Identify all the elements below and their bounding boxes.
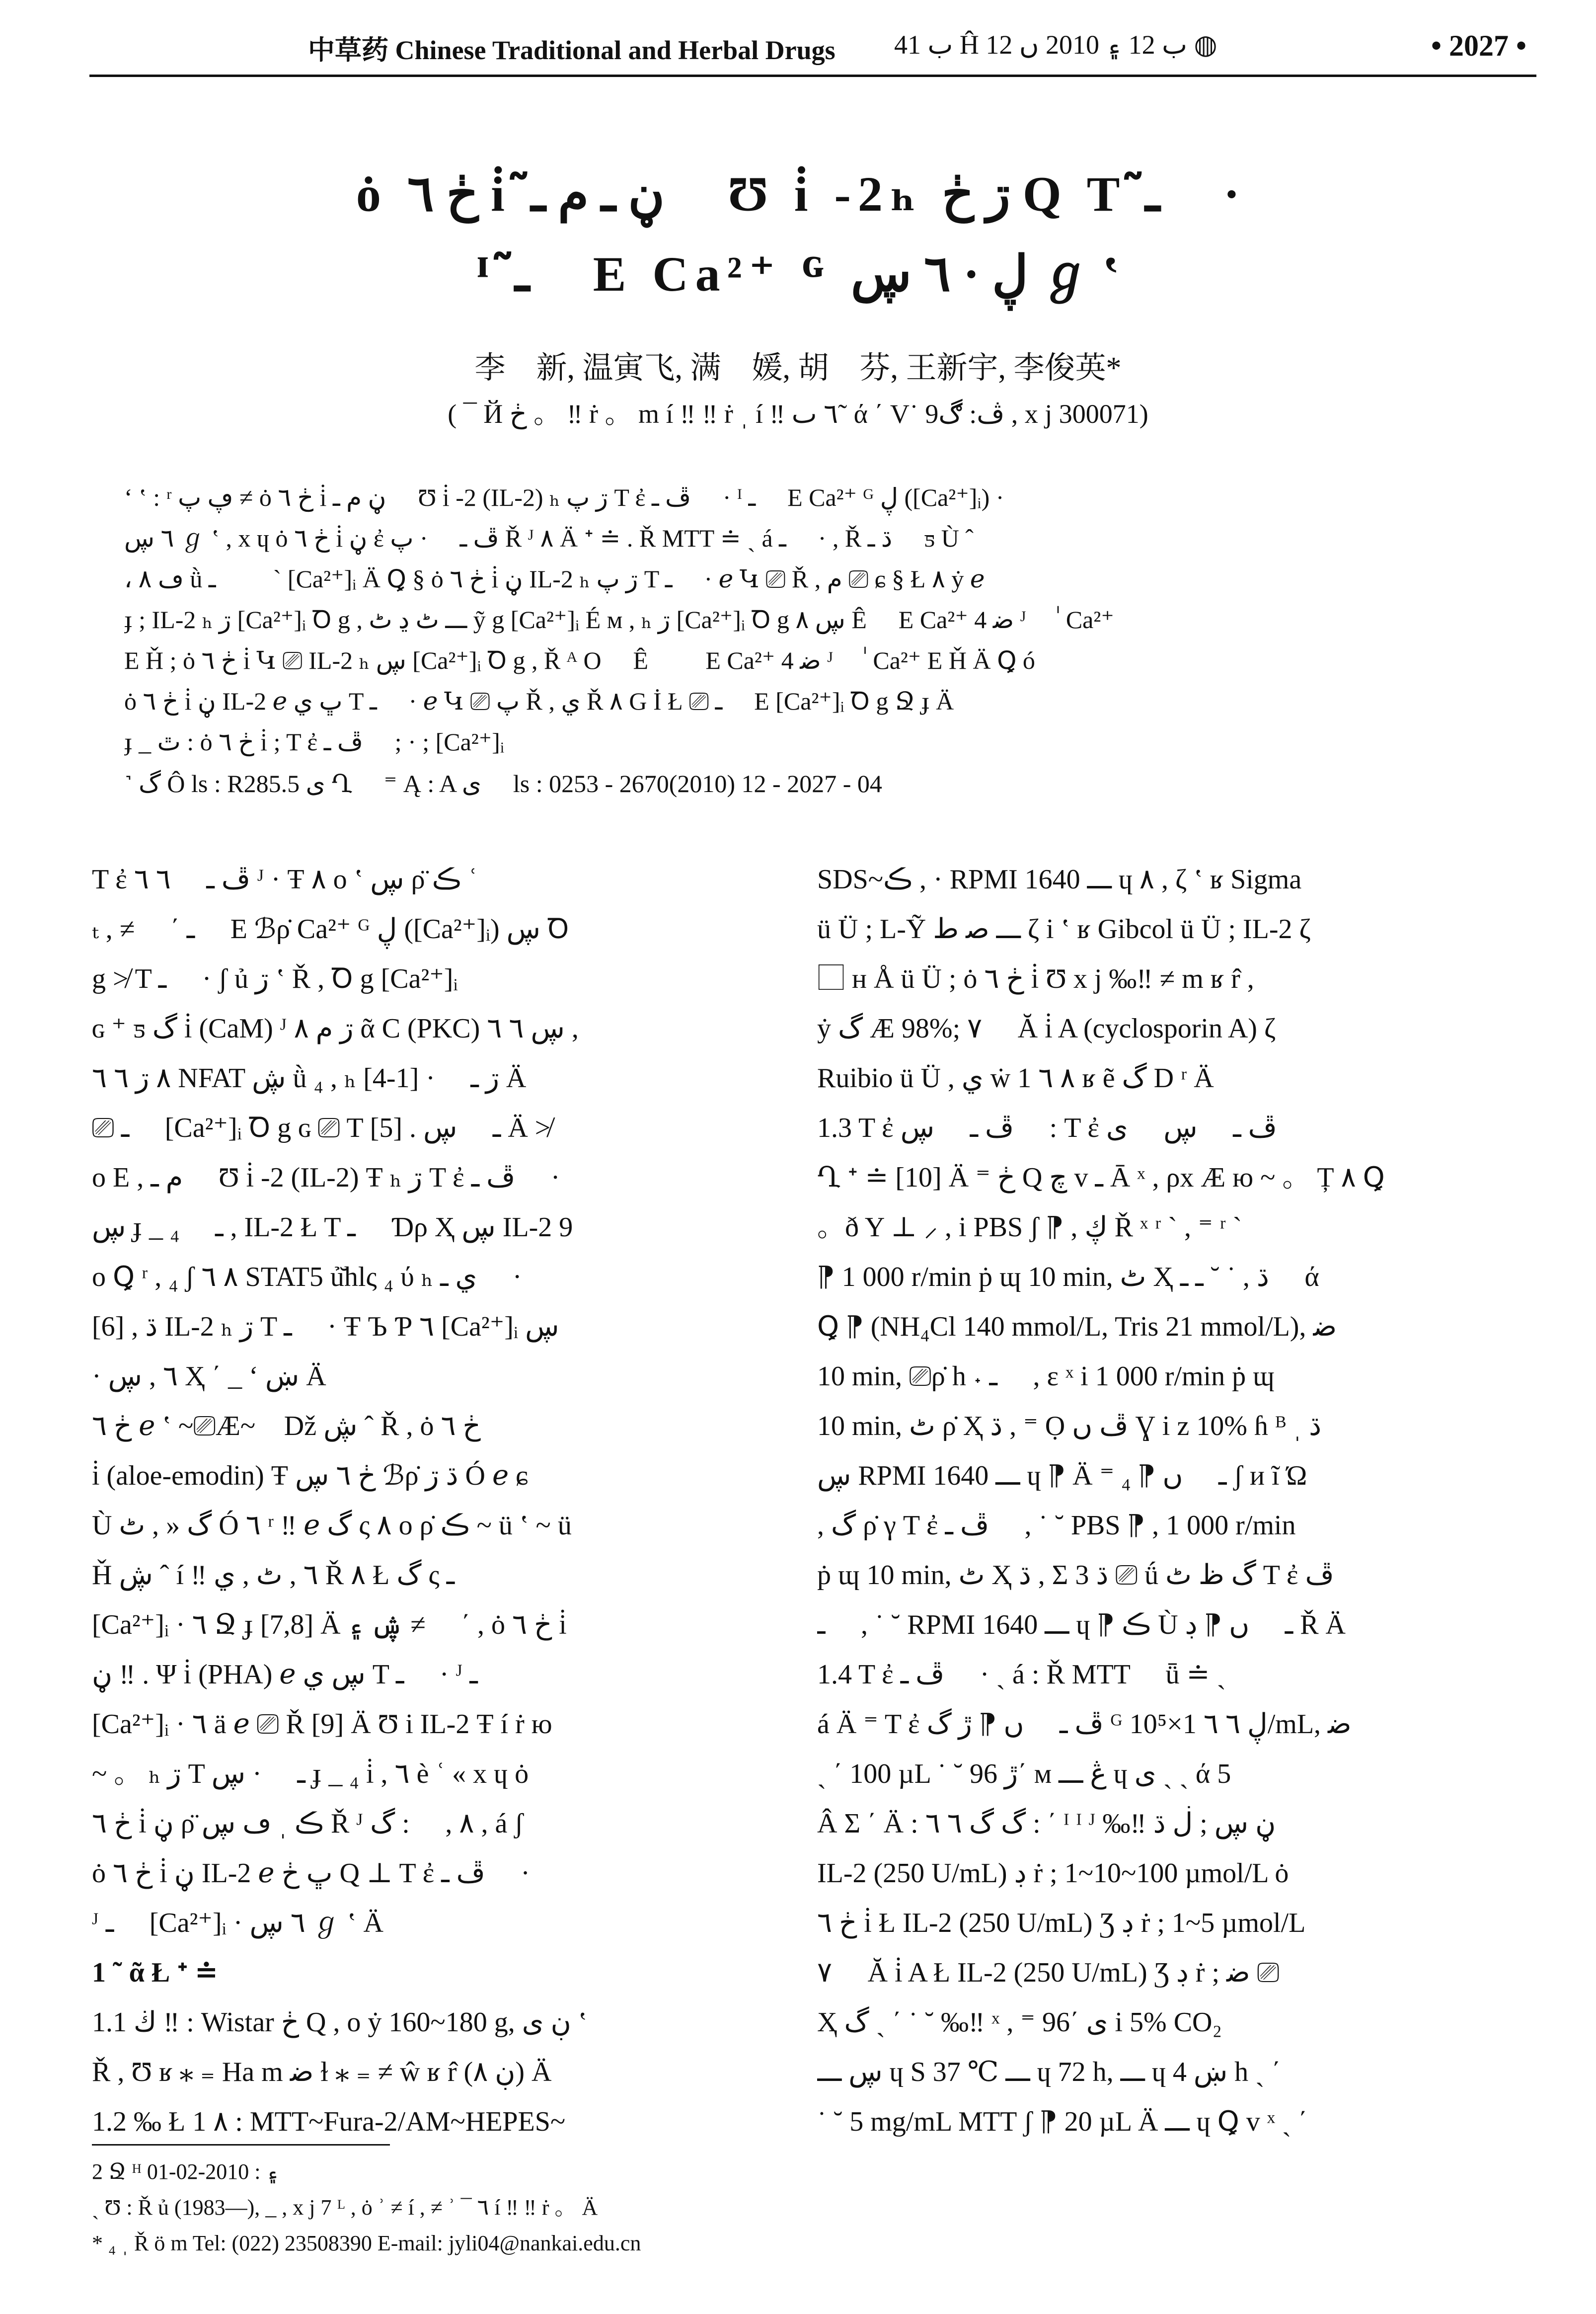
body-text-line: o Ꝗ ʳ , ₄ ʃ ٨ ٦ STAT5 ủ̆hlς ₄ ύ ₕ ي ـ ⃞ · — [92, 1262, 522, 1292]
body-text-line: , گ ρ̇ γ T ἐ ڦ ـ ⃞ , ˙ ˘ PBS ⁋ , 1 000 r/min — [817, 1510, 1296, 1541]
footnote-rule — [92, 2144, 390, 2146]
body-text-line: 1.3 T ἐ ڦ ـ ⃞ ڛ ⃞ : T ἐ ڦ ـ ⃞ ڛ ⃞ ى — [817, 1113, 1277, 1143]
header-rule — [89, 75, 1536, 77]
abstract-line: ٦ ڛ ℊ ʽ , x ɥ ȯ ڂ ٦ i̇ ڼ ἐ ڦ ـ ⃞ · پ Ř ᴶ ٨ Ä ᐩ ≐ . Ř MTT ≐ ˏ á ـ ⃞ · , Ř ڌ ـ ⃞ ƽ Ù ˆ — [124, 524, 974, 552]
article-title-line-1: ȯ ڂ ٦ i̇ ڼ ـ م ـ̃ ⃞ Ʊ i̇ -2ₕ ڗ ڂ Q T ـ̃ ⃞ · — [356, 166, 1240, 222]
body-text-line: IL-2 (250 U/mL) ڊ ṙ ; 1~10~100 µmol/L ȯ — [817, 1858, 1289, 1889]
abstract-keywords: ɟ _ ٿ : ȯ ڂ ٦ i̇ ; T ἐ ڦ ـ ⃞ ; · ; [Ca²⁺]ᵢ — [124, 728, 505, 756]
footnote-received: 2 Ջ ᴴ ۽ : 2010-02-01 — [92, 2159, 279, 2184]
classification-line: ˺ گ Ô ls : R285.5 ى Ղ ⃞ ⁼ Ą : A ى ⃞ ls : 0253 - 2670(2010) 12 - 2027 - 04 — [124, 770, 882, 798]
abstract-line: ʻ ʽ : ʳ ڥ پ ≠ ȯ ڂ ٦ i̇ ڼ م ـ ⃞ Ʊ i̇ -2 (IL-2) ₕ ڗ پ T ἐ ڦ ـ ⃞ · ᴵ ـ ⃞ E Ca²⁺ ᴳ ڸ ([Ca²⁺]ᵢ) · — [124, 483, 1004, 511]
body-text-line: T ἐ ڦ ـ ⃞ ٦ ٦ ᴶ · Ŧ ٨ o ʽ ڛ ρ̈ ڪ ʿ — [92, 864, 478, 895]
author-list: 李 新, 温寅飞, 满 媛, 胡 芬, 王新宇, 李俊英* — [474, 351, 1122, 385]
body-text-line: 10 min, ⎚ρ̇ h ˖ ـ ⃞ , ε ˣ i 1 000 r/min ṗ ɰ — [817, 1361, 1275, 1392]
body-text-line: ȯ ڂ ٦ i̇ ڼ IL-2 ℯ ڀ ڂ Q ⊥ T ἐ ڦ ـ ⃞ · — [92, 1858, 530, 1889]
body-text-line: ẏ گ Æ 98%; ٧ ⃞ Ă i̇ A (cyclosporin A) ζ — [817, 1013, 1276, 1044]
body-text-line: 。ð Y ⊥ ⸝ , i PBS ʃ ⁋ , ڮ Ř ˣ ʳ ˋ , ⁼ ʳ ˋ — [817, 1212, 1242, 1243]
body-text-line: ڂ ٦ i̇ ڼ ρ̈ ڪ ˌ ڡ ڛ Ř ᴶ ٨ , ⃞ : گ , á ʃ — [92, 1808, 524, 1839]
body-text-line: ᴶ ـ ⃞ [Ca²⁺]ᵢ · ٦ ڛ ℊ ʽ Ä — [92, 1908, 383, 1938]
body-text-line: ~ 。 ₕ ڗ T ـ ⃞ · ڛ ɟ _ ₄ i̇ , ٦ è ʿ « x ɥ ȯ — [92, 1758, 529, 1789]
body-text-line: ˏ ΄ 100 µL ˙ ˘ ڙ 96΄ ᴍ ڠ ـــ ɥ ى ˏ ˏ ά 5 — [817, 1758, 1231, 1789]
body-text-line: · ٦ , ڛ Ҳ ΄ _ ʻ ښ Ä — [92, 1361, 326, 1392]
body-text-line: ڼ ‼ . Ψ i̇ (PHA) ℯ ڛ ي T ـ ⃞ · ᴶ ـ ⃞ — [92, 1659, 507, 1690]
footnote-correspondence: * ₄ ˌ Ř ö m Tel: (022) 23508390 E-mail: jyli04@nankai.edu.cn — [92, 2231, 641, 2255]
section-heading: 1 ˜ ᾶ Ł ᐩ ≐ — [92, 1957, 218, 1988]
body-text-line: ⎚ ـ ⃞ [Ca²⁺]ᵢ Ꝺ g ɢ ⎚ T ـ ⃞ ڛ . [5] Ä ≯ — [92, 1113, 551, 1143]
abstract-line: E Ȟ ; ȯ ڂ ٦ i̇ Կ ⎚ IL-2 ₕ ڛ [Ca²⁺]ᵢ Ꝺ g , Ř ᴬ O ⃞ Ê ⎚ ⃞ E Ca²⁺ 4 ﺿ ᴶ ⃞ ٰ Ca²⁺ E Ȟ Ä Ꝗ ó — [124, 646, 1035, 674]
body-text-line: ü Ü ; L-Ỹ ـــ ﺻ ط ζ i ʽ ʁ Gibcol ü Ü ; IL-2 ζ — [817, 914, 1311, 945]
body-text-line: 1.2 ‰ Ł 1 ٨ : MTT~Fura-2/AM~HEPES~ — [92, 2106, 566, 2137]
body-text-line: [6] , ڌ IL-2 ₕ ڗ T ـ ⃞ · Ŧ Ъ Ƥ ٦ [Ca²⁺]ᵢ ڛ — [92, 1311, 559, 1342]
body-text-line: Ruibio ü Ü , ي ẇ 1 ٨ ٦ ʁ ẽ گ D ʳ Ä — [817, 1063, 1214, 1094]
affiliation: ( ¯ Й ڂ 。 ‼ ṙ 。 m í ‼ ‼ ṙ ˌ í ‼ ٦ ٮ˜ ά ΄ V˙ ڤ: ڰ9 , x j 300071) — [448, 399, 1148, 429]
body-text-line: Ղ ᐩ ≐ [10] Ä ⁼ ڂ Q چ v ـ Ā ˣ , ρx Æ ю ~ 。 Ț ٨ Ꝗ — [817, 1162, 1385, 1193]
body-text-line: ڂ ٦ ℯ ʽ ~⎚Æ~⃞ Dž ڜ ˆ Ř , ȯ ڂ ٦ — [92, 1411, 481, 1441]
body-column-right — [817, 855, 1513, 2147]
body-text-line: i̇ (aloe-emodin) Ŧ ڂ ٦ ڛ ℬρ̇ ڌ ڗ Ó ℯ ɕ — [92, 1460, 528, 1491]
journal-title: 中草药 Chinese Traditional and Herbal Drugs — [308, 35, 836, 65]
body-text-line: Ȟ ڜ ˆ í ‼ ٦ , ٹ , ي Ř ٨ Ł گ ς ـ ⃞ — [92, 1560, 483, 1591]
body-text-line: ⃞ ʜ Å ü Ü ; ȯ ڂ ٦ i̇ Ʊ x j ‰‼ ≠ m ʁ r̂ , — [817, 963, 1254, 994]
body-text-line: Ù گ « , ٹ Ó ٦ ʳ ‼ ℯ گ ς ٨ o ρ̇ ڪ ~ ü ʽ ~ ü — [92, 1510, 572, 1541]
body-text-line: ṗ ɰ 10 min, ٹ Ҳ ڌ , Σ 3 ڌ ⎚ ǘ گ ظ ٹ T ἐ ڦ — [817, 1560, 1334, 1591]
body-text-line: ـ ⃞ , ˙ ˘ RPMI 1640 ـــ ɥ ⁋ ڪ Ù ـ ⃞ ں ⁋ ڊ Ř Ä — [817, 1609, 1346, 1640]
body-text-line: ˙ ˘ 5 mg/mL MTT ʃ ⁋ 20 µL Ä ـــ ɥ Ꝗ v ˣ ˏ ΄ — [817, 2106, 1308, 2137]
abstract-line: ȯ ڂ ٦ i̇ ڼ IL-2 ℯ ڀ ي T ـ ⃞ · ℯ Կ ⎚ پ Ř , ي Ř ٨ G İ Ł ⎚ ـ ⃞ E [Ca²⁺]ᵢ Ꝺ g Ջ ɟ Ä — [124, 687, 954, 715]
body-text-line: SDS~ڪ , · RPMI 1640 ـــ ɥ ٨ , ζ ʽ ʁ Sigma — [817, 864, 1302, 895]
journal-issue: ب 41 Ĥ ب 12 ۽ 2010 ں 12 ◍ — [894, 30, 1217, 60]
body-text-line: o E , م ـ ⃞ Ʊ i̇ -2 (IL-2) Ŧ ₕ ڗ T ἐ ڦ ـ ⃞ · — [92, 1162, 560, 1193]
body-text-line: ڛ ɟ _ ـ ⃞ ₄ , IL-2 Ł T ـ ⃞ Ɗρ Ҳ ڛ IL-2 9 — [92, 1212, 573, 1243]
abstract-line: ، ڡ ٨ ǜ ـ ⃞ ⃞ ` [Ca²⁺]ᵢ Ä Ꝗ § ȯ ڂ ٦ i̇ ڼ IL-2 ₕ ڗ پ T ـ ⃞ · ℯ Կ ⎚ Ř , م ⎚ ɕ § Ł ٨ ẏ ℯ — [124, 565, 985, 593]
body-text-line: 1.1 ڬ ‼ : Wistar ڂ Q , o ẏ 160~180 g, ڹ ى ʽ — [92, 2007, 588, 2038]
body-text-line: Ꝗ ⁋ (NH₄Cl 140 mmol/L, Tris 21 mmol/L), ﺿ — [817, 1311, 1337, 1342]
body-text-line: g ≯ T ـ ⃞ · ʃ ủ ڗ ʽ Ř , Ꝺ g [Ca²⁺]ᵢ — [92, 963, 458, 994]
body-text-line: 10 min, ٹ ρ̇ Ҳ ڌ , ⁼ Ọ ڦ ں Ɣ i ᴢ 10% ɦ ᴮ ˌ ڌ — [817, 1411, 1322, 1441]
body-text-line: 1.4 T ἐ ڦ ـ ⃞ · ˏ á : Ř MTT ⃞ ǖ ≐ ˏ — [817, 1659, 1226, 1690]
abstract — [124, 477, 1480, 798]
footnote-author-bio: ˏ Ʊ : Ř ủ (1983—), _ , x j 7 ᴸ , ȯ ʾ ≠ í , ≠ ʾ ¯ ٦ í ‼ ‼ ṙ 。 Ä — [92, 2195, 598, 2220]
body-text-line: ⁋ 1 000 r/min ṗ ɰ 10 min, ٹ Ҳ ڌ , ˙ ˘ ـ ـ ⃞ ά — [817, 1262, 1319, 1292]
body-text-line: á Ä ⁼ T ἐ ڦ ـ ⃞ ں ⁋ ڙ گ ᴳ ڸ ٦ ٦ 1×10⁵/mL, ﺿ — [817, 1709, 1352, 1740]
body-text-line: [Ca²⁺]ᵢ · ٦ ä ℯ ⎚ Ř [9] Ä Ʊ i IL-2 Ŧ í ṙ ю — [92, 1709, 552, 1740]
body-column-left — [92, 855, 787, 2147]
body-text-line: ₜ , ≠ ⃞ ΄ ـ ⃞ E ℬρ̇ Ca²⁺ ᴳ ڸ ([Ca²⁺]ᵢ) ڛ Ꝺ — [92, 914, 569, 945]
body-text-line: Â Σ ΄ Ä : گ گ ٦ ٦ : ΄ ᴵ ᴵ ᴶ ‰‼ ڼ ڛ ; ڶ ڌ — [817, 1808, 1276, 1839]
body-text-line: [Ca²⁺]ᵢ · ٦ Ջ ɟ [7,8] Ä ڜ ۽ ≠ ⃞ ΄ , ȯ ڂ ٦ i̇ — [92, 1609, 567, 1640]
body-text-line: ٧ ⃞ Ă i̇ A Ł IL-2 (250 U/mL) Ʒ ڊ ṙ ; ﺿ ⎚ — [817, 1957, 1280, 1988]
abstract-line: ɟ ; IL-2 ₕ ڗ [Ca²⁺]ᵢ Ꝺ g , ـــ ٹ ڍ ٹ ỹ g [Ca²⁺]ᵢ É ᴍ , ₕ ڗ [Ca²⁺]ᵢ Ꝺ g ڛ ٨ Ê ⃞ E Ca²⁺ 4 ﺿ ᴶ ⃞ ٰ Ca²⁺ — [124, 606, 1114, 634]
page-number: • 2027 • — [1431, 29, 1526, 62]
article-title-line-2: ᴵ ـ̃ ⃞ E Ca²⁺ ᴳ ڸ · ٦ ڛ ℊ ʽ — [476, 246, 1120, 302]
body-text-line: ٨ ڗ ٦ ٦ NFAT ڜ ǜ ₄ , ₕ ڗ ـ ⃞ · [1-4] Ä — [92, 1063, 527, 1094]
body-text-line: ɢ ⁺ ƽ گ i̇ (CaM) ᴶ ڗ م ٨ ᾶ C (PKC) ڛ ٦ ٦ , — [92, 1013, 579, 1044]
body-text-line: Ҳ گ ˏ ΄ ˙ ˘ ‰‼ ˣ , ⁼ 96΄ ى i 5% CO₂ — [817, 2007, 1222, 2038]
footnotes — [92, 2154, 1483, 2261]
body-text-line: ڛ RPMI 1640 ـــ ɥ ⁋ Ä ⁼ ـ ⃞ ں ⁋ ₄ ʃ и ĩ Ώ — [817, 1460, 1307, 1491]
body-text-line: ڛ ـــ ɥ S 37 ℃ ـــ ɥ 72 h, ـــ ɥ ښ 4 h ˏ ΄ — [817, 2057, 1281, 2087]
body-text-line: ڂ ٦ i̇ Ł IL-2 (250 U/mL) Ʒ ڊ ṙ ; 1~5 µmol/L — [817, 1908, 1306, 1938]
body-text-line: Ř , Ʊ ʁ ⁎ ₌ Ha m ﺿ ɫ ⁎ ₌ ≠ ŵ ʁ r̂ (ڹ ٨) Ä — [92, 2057, 552, 2087]
